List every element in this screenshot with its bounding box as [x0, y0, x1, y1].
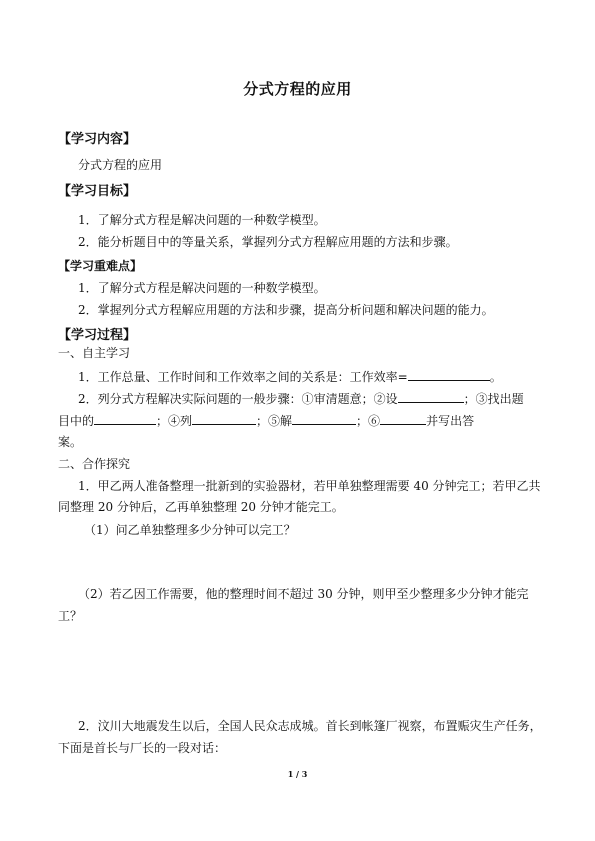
part1-q2-line1 — [78, 390, 524, 407]
part1-q2-text-d: ；④列 — [156, 414, 193, 428]
part1-q1-end: 。 — [489, 370, 502, 384]
goal-item-1: 1．了解分式方程是解决问题的一种数学模型。 — [78, 213, 326, 227]
section-heading-key-points: 【学习重难点】 — [58, 259, 143, 273]
part1-q2-line2 — [58, 412, 474, 429]
part1-q2-text-g: 并写出答 — [426, 414, 475, 428]
problem1-question2-line1: （2）若乙因工作需要，他的整理时间不超过 30 分钟，则甲至少整理多少分钟才能完 — [78, 587, 529, 601]
problem1-question1: （1）问乙单独整理多少分钟可以完工？ — [84, 523, 296, 537]
part1-q2-text-f: ；⑥ — [356, 414, 381, 428]
part1-q2-line3: 案。 — [58, 435, 83, 449]
answer-blank-relation[interactable] — [94, 412, 156, 425]
answer-blank-solve[interactable] — [292, 412, 356, 425]
part1-title: 一、自主学习 — [58, 346, 131, 360]
problem1-line2: 同整理 20 分钟后，乙再单独整理 20 分钟才能完工。 — [58, 500, 344, 514]
section-heading-content: 【学习内容】 — [58, 132, 137, 147]
answer-blank-set[interactable] — [398, 390, 464, 403]
part1-q2-text-c: 目中的 — [58, 414, 95, 428]
content-text: 分式方程的应用 — [78, 158, 163, 172]
answer-blank-equation[interactable] — [192, 412, 256, 425]
part1-q2-text-a: 2．列分式方程解决实际问题的一般步骤：①审清题意；②设 — [78, 392, 398, 406]
problem2-line1: 2．汶川大地震发生以后，全国人民众志成城。首长到帐篷厂视察，布置赈灾生产任务， — [78, 719, 542, 733]
problem2-line2: 下面是首长与厂长的一段对话： — [58, 741, 227, 755]
answer-blank-efficiency[interactable] — [408, 368, 490, 381]
part1-q1 — [78, 368, 502, 385]
key-point-item-1: 1．了解分式方程是解决问题的一种数学模型。 — [78, 281, 326, 295]
goal-item-2: 2．能分析题目中的等量关系，掌握列分式方程解应用题的方法和步骤。 — [78, 235, 458, 249]
key-point-item-2: 2．掌握列分式方程解应用题的方法和步骤，提高分析问题和解决问题的能力。 — [78, 303, 494, 317]
page-number: 1 / 3 — [287, 769, 308, 779]
answer-blank-check[interactable] — [380, 412, 426, 425]
part1-q1-text: 1．工作总量、工作时间和工作效率之间的关系是：工作效率= — [78, 370, 408, 384]
section-heading-goals: 【学习目标】 — [58, 184, 137, 199]
section-heading-process: 【学习过程】 — [58, 328, 137, 343]
problem1-line1: 1．甲乙两人准备整理一批新到的实验器材，若甲单独整理需要 40 分钟完工；若甲乙共 — [78, 479, 541, 493]
part1-q2-text-e: ；⑤解 — [256, 414, 293, 428]
part2-title: 二、合作探究 — [58, 457, 131, 471]
part1-q2-text-b: ；③找出题 — [463, 392, 524, 406]
page-title: 分式方程的应用 — [243, 80, 352, 98]
problem1-question2-line2: 工？ — [58, 609, 83, 623]
